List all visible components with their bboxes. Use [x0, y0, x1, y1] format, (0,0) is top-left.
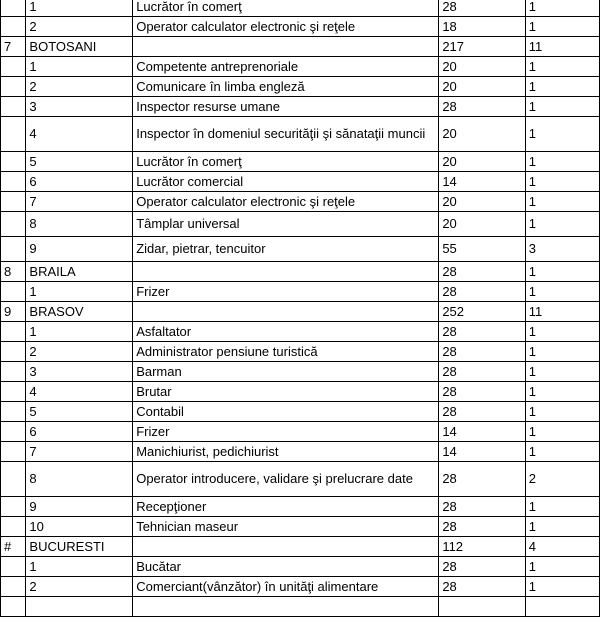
hours-cell: 28 — [439, 322, 525, 342]
occupation-cell: Manichiurist, pedichiurist — [133, 442, 439, 462]
table-row — [1, 577, 600, 597]
hours-cell: 28 — [439, 282, 525, 302]
occupation-cell — [133, 537, 439, 557]
occupation-cell: Operator calculator electronic şi reţele — [133, 17, 439, 37]
occupation-cell: Tâmplar universal — [133, 212, 439, 237]
row-number-cell — [1, 57, 26, 77]
hours-cell: 28 — [439, 342, 525, 362]
hours-cell: 28 — [439, 402, 525, 422]
hours-cell: 20 — [439, 77, 525, 97]
row-number-cell — [1, 517, 26, 537]
row-number-cell — [1, 192, 26, 212]
occupation-cell — [133, 597, 439, 617]
county-or-index-cell: 10 — [26, 517, 133, 537]
occupation-cell: Lucrător comercial — [133, 172, 439, 192]
county-or-index-cell: 2 — [26, 577, 133, 597]
table-row — [1, 322, 600, 342]
groups-cell — [525, 597, 599, 617]
occupation-cell — [133, 302, 439, 322]
hours-cell: 20 — [439, 192, 525, 212]
county-or-index-cell: 6 — [26, 422, 133, 442]
county-or-index-cell: 5 — [26, 152, 133, 172]
groups-cell: 1 — [525, 17, 599, 37]
county-or-index-cell: BRAILA — [26, 262, 133, 282]
hours-cell: 28 — [439, 517, 525, 537]
row-number-cell — [1, 342, 26, 362]
hours-cell: 217 — [439, 37, 525, 57]
row-number-cell — [1, 442, 26, 462]
row-number-cell: 9 — [1, 302, 26, 322]
table-row — [1, 77, 600, 97]
table-row — [1, 597, 600, 617]
county-or-index-cell: 9 — [26, 497, 133, 517]
groups-cell: 1 — [525, 0, 599, 17]
table-row — [1, 382, 600, 402]
groups-cell: 1 — [525, 57, 599, 77]
table-row — [1, 212, 600, 237]
groups-cell: 3 — [525, 237, 599, 262]
groups-cell: 11 — [525, 37, 599, 57]
hours-cell: 18 — [439, 17, 525, 37]
occupation-cell: Inspector resurse umane — [133, 97, 439, 117]
county-or-index-cell: 1 — [26, 0, 133, 17]
hours-cell: 28 — [439, 462, 525, 497]
county-or-index-cell: 3 — [26, 97, 133, 117]
groups-cell: 1 — [525, 77, 599, 97]
row-number-cell — [1, 402, 26, 422]
groups-cell: 1 — [525, 577, 599, 597]
table-row — [1, 462, 600, 497]
groups-cell: 1 — [525, 382, 599, 402]
occupation-cell: Brutar — [133, 382, 439, 402]
county-or-index-cell: 4 — [26, 117, 133, 152]
hours-cell: 28 — [439, 362, 525, 382]
hours-cell: 28 — [439, 0, 525, 17]
table-row — [1, 362, 600, 382]
table-row — [1, 302, 600, 322]
hours-cell: 20 — [439, 152, 525, 172]
occupation-cell: Operator calculator electronic şi reţele — [133, 192, 439, 212]
table-row — [1, 262, 600, 282]
row-number-cell — [1, 577, 26, 597]
hours-cell: 14 — [439, 422, 525, 442]
row-number-cell — [1, 0, 26, 17]
row-number-cell — [1, 237, 26, 262]
row-number-cell: 7 — [1, 37, 26, 57]
occupation-cell: Tehnician maseur — [133, 517, 439, 537]
groups-cell: 1 — [525, 342, 599, 362]
hours-cell — [439, 597, 525, 617]
groups-cell: 1 — [525, 402, 599, 422]
groups-cell: 1 — [525, 497, 599, 517]
occupation-cell: Frizer — [133, 282, 439, 302]
table-row — [1, 117, 600, 152]
hours-cell: 112 — [439, 537, 525, 557]
groups-cell: 1 — [525, 362, 599, 382]
row-number-cell — [1, 422, 26, 442]
county-or-index-cell: 9 — [26, 237, 133, 262]
occupation-cell: Barman — [133, 362, 439, 382]
groups-cell: 1 — [525, 517, 599, 537]
county-or-index-cell: 8 — [26, 212, 133, 237]
hours-cell: 28 — [439, 382, 525, 402]
occupation-cell: Asfaltator — [133, 322, 439, 342]
county-or-index-cell: 7 — [26, 442, 133, 462]
hours-cell: 28 — [439, 97, 525, 117]
groups-cell: 1 — [525, 557, 599, 577]
hours-cell: 28 — [439, 497, 525, 517]
groups-cell: 4 — [525, 537, 599, 557]
hours-cell: 28 — [439, 557, 525, 577]
groups-cell: 1 — [525, 192, 599, 212]
county-or-index-cell: 5 — [26, 402, 133, 422]
county-or-index-cell: 1 — [26, 557, 133, 577]
table-row — [1, 237, 600, 262]
county-or-index-cell: 1 — [26, 322, 133, 342]
occupation-cell: Administrator pensiune turistică — [133, 342, 439, 362]
table-row — [1, 517, 600, 537]
groups-cell: 1 — [525, 322, 599, 342]
row-number-cell: # — [1, 537, 26, 557]
row-number-cell — [1, 152, 26, 172]
county-or-index-cell: BUCURESTI — [26, 537, 133, 557]
groups-cell: 1 — [525, 442, 599, 462]
occupation-cell: Bucătar — [133, 557, 439, 577]
row-number-cell — [1, 382, 26, 402]
county-or-index-cell: 2 — [26, 77, 133, 97]
row-number-cell — [1, 322, 26, 342]
hours-cell: 20 — [439, 57, 525, 77]
groups-cell: 1 — [525, 262, 599, 282]
hours-cell: 55 — [439, 237, 525, 262]
county-or-index-cell: 2 — [26, 342, 133, 362]
row-number-cell — [1, 462, 26, 497]
hours-cell: 20 — [439, 117, 525, 152]
row-number-cell — [1, 117, 26, 152]
row-number-cell: 8 — [1, 262, 26, 282]
table-row — [1, 97, 600, 117]
row-number-cell — [1, 557, 26, 577]
county-or-index-cell: 3 — [26, 362, 133, 382]
hours-cell: 28 — [439, 262, 525, 282]
hours-cell: 20 — [439, 212, 525, 237]
table-row — [1, 342, 600, 362]
occupation-cell: Recepţioner — [133, 497, 439, 517]
hours-cell: 14 — [439, 172, 525, 192]
row-number-cell — [1, 597, 26, 617]
county-or-index-cell: 7 — [26, 192, 133, 212]
table-row — [1, 557, 600, 577]
groups-cell: 11 — [525, 302, 599, 322]
county-or-index-cell: 1 — [26, 57, 133, 77]
courses-table-body — [1, 0, 600, 617]
occupation-cell: Comerciant(vânzător) în unităţi alimentare — [133, 577, 439, 597]
county-or-index-cell — [26, 597, 133, 617]
table-row — [1, 152, 600, 172]
table-row — [1, 17, 600, 37]
county-or-index-cell: 2 — [26, 17, 133, 37]
hours-cell: 252 — [439, 302, 525, 322]
occupation-cell: Lucrător în comerţ — [133, 0, 439, 17]
table-row — [1, 442, 600, 462]
county-or-index-cell: BRASOV — [26, 302, 133, 322]
table-row — [1, 0, 600, 17]
row-number-cell — [1, 77, 26, 97]
occupation-cell: Zidar, pietrar, tencuitor — [133, 237, 439, 262]
table-row — [1, 282, 600, 302]
row-number-cell — [1, 172, 26, 192]
table-row — [1, 422, 600, 442]
occupation-cell: Inspector în domeniul securităţii şi sănataţii muncii — [133, 117, 439, 152]
occupation-cell: Lucrător în comerţ — [133, 152, 439, 172]
groups-cell: 2 — [525, 462, 599, 497]
hours-cell: 14 — [439, 442, 525, 462]
occupation-cell: Comunicare în limba engleză — [133, 77, 439, 97]
row-number-cell — [1, 17, 26, 37]
occupation-cell: Operator introducere, validare şi prelucrare date — [133, 462, 439, 497]
table-row — [1, 497, 600, 517]
table-row — [1, 402, 600, 422]
occupation-cell — [133, 262, 439, 282]
row-number-cell — [1, 497, 26, 517]
hours-cell: 28 — [439, 577, 525, 597]
table-row — [1, 172, 600, 192]
county-or-index-cell: 1 — [26, 282, 133, 302]
groups-cell: 1 — [525, 282, 599, 302]
occupation-cell — [133, 37, 439, 57]
row-number-cell — [1, 212, 26, 237]
county-or-index-cell: 8 — [26, 462, 133, 497]
occupation-cell: Contabil — [133, 402, 439, 422]
groups-cell: 1 — [525, 97, 599, 117]
groups-cell: 1 — [525, 212, 599, 237]
table-row — [1, 57, 600, 77]
table-row — [1, 37, 600, 57]
row-number-cell — [1, 282, 26, 302]
groups-cell: 1 — [525, 172, 599, 192]
groups-cell: 1 — [525, 117, 599, 152]
county-or-index-cell: BOTOSANI — [26, 37, 133, 57]
county-or-index-cell: 6 — [26, 172, 133, 192]
county-or-index-cell: 4 — [26, 382, 133, 402]
groups-cell: 1 — [525, 152, 599, 172]
row-number-cell — [1, 97, 26, 117]
occupation-cell: Frizer — [133, 422, 439, 442]
groups-cell: 1 — [525, 422, 599, 442]
table-row — [1, 537, 600, 557]
row-number-cell — [1, 362, 26, 382]
occupation-cell: Competente antreprenoriale — [133, 57, 439, 77]
table-row — [1, 192, 600, 212]
